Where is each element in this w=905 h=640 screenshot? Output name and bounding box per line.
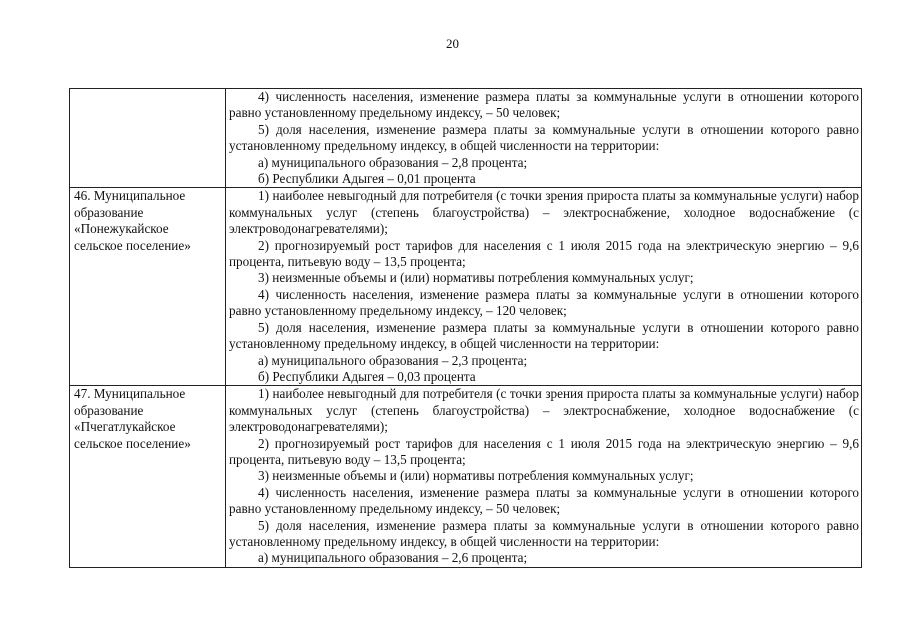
table-row <box>70 89 862 188</box>
paragraph: 4) численность населения, изменение размера платы за коммунальные услуги в отношении которого равно установленному предельному индексу, – 50 человек; <box>229 484 859 517</box>
indicators-cell <box>226 188 862 386</box>
table-row <box>70 386 862 567</box>
paragraph: а) муниципального образования – 2,6 процента; <box>258 550 528 566</box>
municipality-name-cell <box>70 89 226 188</box>
paragraph: 2) прогнозируемый рост тарифов для населения с 1 июля 2015 года на электрическую энергию – 9,6 процента, питьевую воду – 13,5 процента; <box>229 237 859 270</box>
municipality-table <box>69 88 862 568</box>
paragraph: 1) наиболее невыгодный для потребителя (с точки зрения прироста платы за коммунальные услуги) набор коммунальных услуг (степень благоустройства) – электроснабжение, холодное водоснабжение (с электроводонагревателями); <box>229 386 859 435</box>
paragraph: б) Республики Адыгея – 0,01 процента <box>258 171 476 187</box>
municipality-name-line: образование <box>74 402 144 418</box>
municipality-name-line: 46. Муниципальное <box>74 188 186 204</box>
municipality-name-cell <box>70 188 226 386</box>
municipality-name-cell <box>70 386 226 567</box>
page-number: 20 <box>446 36 459 51</box>
paragraph: 5) доля населения, изменение размера платы за коммунальные услуги в отношении которого равно установленному предельному индексу, в общей численности на территории: <box>229 121 859 154</box>
paragraph: а) муниципального образования – 2,8 процента; <box>258 154 528 170</box>
municipality-name-line: «Пчегатлукайское <box>74 419 176 435</box>
paragraph: 1) наиболее невыгодный для потребителя (с точки зрения прироста платы за коммунальные услуги) набор коммунальных услуг (степень благоустройства) – электроснабжение, холодное водоснабжение (с электроводонагревателями); <box>229 188 859 237</box>
municipality-name-line: «Понежукайское <box>74 221 169 237</box>
paragraph: б) Республики Адыгея – 0,03 процента <box>258 368 476 384</box>
paragraph: 4) численность населения, изменение размера платы за коммунальные услуги в отношении которого равно установленному предельному индексу, – 50 человек; <box>229 89 859 121</box>
municipality-name-line: сельское поселение» <box>74 435 191 451</box>
paragraph: а) муниципального образования – 2,3 процента; <box>258 352 528 368</box>
municipality-name-line: 47. Муниципальное <box>74 386 186 402</box>
paragraph: 5) доля населения, изменение размера платы за коммунальные услуги в отношении которого равно установленному предельному индексу, в общей численности на территории: <box>229 319 859 352</box>
paragraph: 2) прогнозируемый рост тарифов для населения с 1 июля 2015 года на электрическую энергию – 9,6 процента, питьевую воду – 13,5 процента; <box>229 435 859 467</box>
paragraph: 3) неизменные объемы и (или) нормативы потребления коммунальных услуг; <box>258 270 694 286</box>
municipality-name-line: сельское поселение» <box>74 237 191 253</box>
indicators-cell <box>226 386 862 567</box>
paragraph: 5) доля населения, изменение размера платы за коммунальные услуги в отношении которого равно установленному предельному индексу, в общей численности на территории: <box>229 517 859 549</box>
paragraph: 4) численность населения, изменение размера платы за коммунальные услуги в отношении которого равно установленному предельному индексу, – 120 человек; <box>229 286 859 319</box>
table-row <box>70 188 862 386</box>
paragraph: 3) неизменные объемы и (или) нормативы потребления коммунальных услуг; <box>258 468 694 484</box>
municipality-name-line: образование <box>74 204 144 220</box>
indicators-cell <box>226 89 862 188</box>
